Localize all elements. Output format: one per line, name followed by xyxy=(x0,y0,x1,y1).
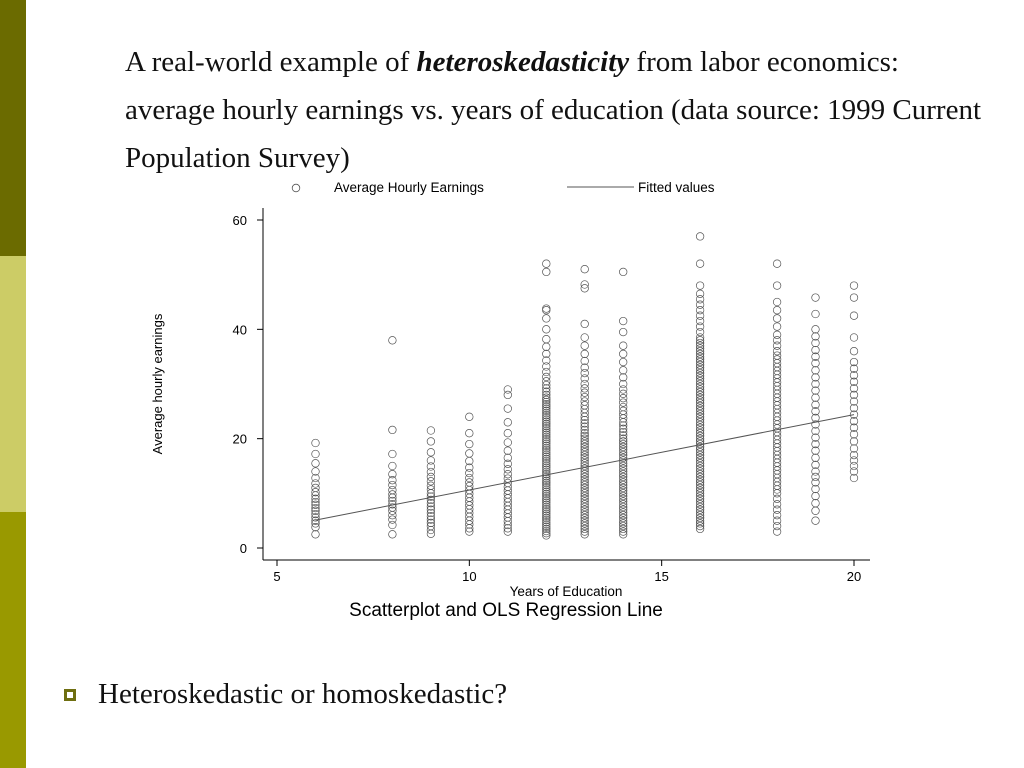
data-point xyxy=(812,454,820,462)
data-point xyxy=(543,315,551,323)
data-point xyxy=(389,531,397,539)
data-point xyxy=(812,499,820,507)
scatter-points xyxy=(312,233,858,540)
data-point xyxy=(504,405,512,413)
data-point xyxy=(812,367,820,375)
data-point xyxy=(543,363,551,371)
square-bullet-icon xyxy=(64,689,76,701)
data-point xyxy=(312,484,320,492)
data-point xyxy=(312,439,320,447)
data-point xyxy=(543,335,551,343)
data-point xyxy=(850,334,858,342)
data-point xyxy=(812,517,820,525)
data-point xyxy=(389,476,397,484)
data-point xyxy=(427,463,435,471)
heading-emphasis: heteroskedasticity xyxy=(416,46,630,78)
data-point xyxy=(812,294,820,302)
data-point xyxy=(581,385,589,393)
data-point xyxy=(581,350,589,358)
accent-bar-bottom xyxy=(0,512,26,768)
data-point xyxy=(812,394,820,402)
data-point xyxy=(581,389,589,397)
legend-label-fitted: Fitted values xyxy=(638,180,715,195)
data-point xyxy=(543,306,551,314)
data-point xyxy=(619,358,627,366)
data-point xyxy=(696,260,704,268)
data-point xyxy=(696,282,704,290)
x-axis-label: Years of Education xyxy=(509,584,623,599)
data-point xyxy=(773,306,781,314)
data-point xyxy=(619,394,627,402)
heading-text-part1: A real-world example of xyxy=(125,46,417,78)
data-point xyxy=(773,260,781,268)
data-point xyxy=(504,439,512,447)
chart-axes xyxy=(263,208,870,560)
data-point xyxy=(773,315,781,323)
data-point xyxy=(504,447,512,455)
data-point xyxy=(619,342,627,350)
data-point xyxy=(543,326,551,334)
data-point xyxy=(812,310,820,318)
data-point xyxy=(427,438,435,446)
y-tick-label: 60 xyxy=(232,213,247,228)
data-point xyxy=(466,528,474,536)
data-point xyxy=(312,531,320,539)
data-point xyxy=(504,419,512,427)
data-point xyxy=(389,470,397,478)
data-point xyxy=(504,460,512,468)
data-point xyxy=(619,367,627,375)
data-point xyxy=(427,478,435,486)
x-tick-label: 15 xyxy=(654,569,669,584)
data-point xyxy=(773,331,781,339)
data-point xyxy=(466,440,474,448)
x-tick-label: 20 xyxy=(846,569,862,584)
data-point xyxy=(543,343,551,351)
data-point xyxy=(696,290,704,298)
data-point xyxy=(466,429,474,437)
slide-heading xyxy=(125,38,985,182)
legend-marker-earnings xyxy=(292,184,300,192)
data-point xyxy=(619,350,627,358)
data-point xyxy=(581,334,589,342)
data-point xyxy=(581,393,589,401)
data-point xyxy=(543,268,551,276)
data-point xyxy=(619,268,627,276)
data-point xyxy=(850,312,858,320)
data-point xyxy=(812,326,820,334)
data-point xyxy=(812,492,820,500)
accent-bar-top xyxy=(0,0,26,256)
data-point xyxy=(466,413,474,421)
data-point xyxy=(696,233,704,241)
data-point xyxy=(389,426,397,434)
chart-title: Scatterplot and OLS Regression Line xyxy=(349,600,663,621)
y-tick-label: 0 xyxy=(239,541,247,556)
data-point xyxy=(619,390,627,398)
data-point xyxy=(312,450,320,458)
y-axis-label: Average hourly earnings xyxy=(150,313,165,455)
data-point xyxy=(581,342,589,350)
heading-text-part2: from labor economics: average hourly earnings vs. years of education (data source: 1999 Current Population Survey) xyxy=(125,46,981,174)
data-point xyxy=(619,399,627,407)
data-point xyxy=(504,475,512,483)
data-point xyxy=(504,429,512,437)
data-point xyxy=(389,511,397,519)
data-point xyxy=(389,462,397,470)
data-point xyxy=(773,298,781,306)
data-point xyxy=(773,282,781,290)
bullet-text: Heteroskedastic or homoskedastic? xyxy=(98,678,508,710)
data-point xyxy=(850,438,858,446)
data-point xyxy=(427,457,435,465)
data-point xyxy=(427,449,435,457)
data-point xyxy=(504,386,512,394)
data-point xyxy=(389,337,397,345)
bullet-item xyxy=(64,678,507,711)
data-point xyxy=(312,460,320,468)
data-point xyxy=(543,260,551,268)
data-point xyxy=(504,525,512,533)
data-point xyxy=(581,320,589,328)
y-tick-label: 40 xyxy=(232,322,247,338)
data-point xyxy=(850,282,858,290)
data-point xyxy=(466,450,474,458)
chart-legend xyxy=(292,180,715,195)
data-point xyxy=(850,347,858,355)
data-point xyxy=(581,265,589,273)
data-point xyxy=(427,427,435,435)
data-point xyxy=(812,507,820,515)
data-point xyxy=(543,305,551,313)
data-point xyxy=(619,317,627,325)
data-point xyxy=(389,450,397,458)
accent-bar-middle xyxy=(0,256,26,512)
scatter-chart xyxy=(140,172,880,632)
data-point xyxy=(850,294,858,302)
x-tick-label: 5 xyxy=(273,569,281,584)
data-point xyxy=(619,328,627,336)
data-point xyxy=(773,323,781,331)
data-point xyxy=(389,516,397,524)
legend-label-earnings: Average Hourly Earnings xyxy=(334,180,484,195)
y-tick-label: 20 xyxy=(232,431,247,447)
data-point xyxy=(504,454,512,462)
x-tick-label: 10 xyxy=(462,569,477,584)
